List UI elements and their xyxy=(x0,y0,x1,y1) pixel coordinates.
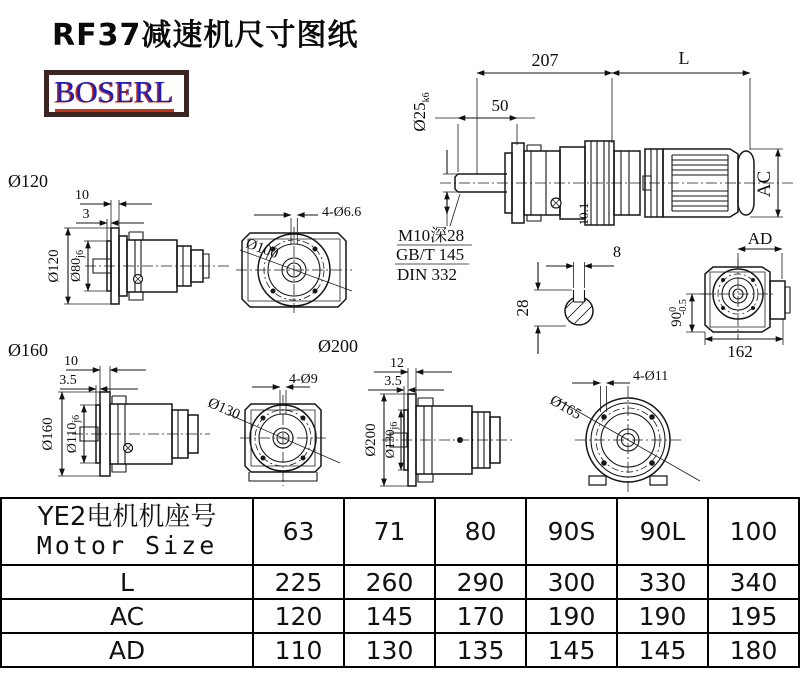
section-200-header: Ø200 xyxy=(318,336,358,356)
flange-120-side-view xyxy=(8,171,232,304)
flange-200-side-view xyxy=(363,356,512,486)
section-120-header: Ø120 xyxy=(8,171,48,191)
value-cell: 190 xyxy=(526,599,617,633)
table-row-L xyxy=(1,565,799,599)
dim-f200-12-label: 12 xyxy=(390,356,404,371)
value-cell: 145 xyxy=(344,599,435,633)
value-cell: 195 xyxy=(708,599,799,633)
value-cell: 120 xyxy=(253,599,344,633)
value-cell: 110 xyxy=(253,633,344,667)
logo-text: BOSERL xyxy=(55,74,174,112)
table-row-AD xyxy=(1,633,799,667)
dim-f200-spigot-label: Ø130j6 xyxy=(382,421,400,459)
motor-size-col: 80 xyxy=(435,498,526,565)
motor-size-table xyxy=(0,497,800,668)
shaft-key-section xyxy=(513,244,621,354)
dim-10-1-label: 10.1 xyxy=(576,202,591,226)
value-cell: 300 xyxy=(526,565,617,599)
row-label: L xyxy=(1,565,253,599)
front-view-165 xyxy=(547,369,700,494)
row-label: AD xyxy=(1,633,253,667)
value-cell: 330 xyxy=(617,565,708,599)
note-gbt145-label: GB/T 145 xyxy=(396,245,465,264)
dim-front165-bc-label: Ø165 xyxy=(547,392,584,424)
note-m10-label: M10深28 xyxy=(398,226,465,245)
motor-size-col: 90L xyxy=(617,498,708,565)
motor-size-col: 90S xyxy=(526,498,617,565)
dim-front100-bc-label: Ø100 xyxy=(243,235,281,263)
dim-28-label: 28 xyxy=(513,299,532,317)
dim-front165-holes-label: 4-Ø11 xyxy=(633,369,669,384)
value-cell: 145 xyxy=(526,633,617,667)
motor-size-col: 71 xyxy=(344,498,435,565)
value-cell: 190 xyxy=(617,599,708,633)
dim-f120-outer-label: Ø120 xyxy=(46,249,62,283)
section-160-header: Ø160 xyxy=(8,340,48,360)
value-cell: 145 xyxy=(617,633,708,667)
value-cell: 135 xyxy=(435,633,526,667)
motor-size-header-cn: YE2电机机座号 xyxy=(37,501,217,532)
dim-f160-35-label: 3.5 xyxy=(59,373,77,388)
dim-f200-35-label: 3.5 xyxy=(384,374,402,389)
dim-f120-3-label: 3 xyxy=(82,207,90,222)
dim-front130-bc-label: Ø130 xyxy=(205,395,243,424)
motor-size-col: 100 xyxy=(708,498,799,565)
note-din332-label: DIN 332 xyxy=(397,265,457,284)
table-header-row xyxy=(1,498,799,565)
dim-ad-label: AD xyxy=(747,229,773,248)
value-cell: 340 xyxy=(708,565,799,599)
dim-f200-outer-label: Ø200 xyxy=(363,423,379,457)
dim-ac-label: AC xyxy=(754,170,775,198)
page-title: RF37减速机尺寸图纸 xyxy=(52,18,359,53)
value-cell: 260 xyxy=(344,565,435,599)
motor-size-header-en: Motor Size xyxy=(36,531,218,561)
row-label: AC xyxy=(1,599,253,633)
dim-90-label: $90^0-0.5$ xyxy=(668,299,689,327)
dim-f160-outer-label: Ø160 xyxy=(40,417,56,451)
flange-160-side-view xyxy=(8,340,210,476)
shaft-diameter-label: $Ø25_{k6}$ xyxy=(410,92,432,132)
main-side-view xyxy=(395,48,795,284)
value-cell: 130 xyxy=(344,633,435,667)
table-header-cell xyxy=(1,498,253,565)
motor-end-view xyxy=(668,229,790,361)
value-cell: 180 xyxy=(708,633,799,667)
dim-162-label: 162 xyxy=(727,342,753,361)
value-cell: 225 xyxy=(253,565,344,599)
dim-length-label: L xyxy=(678,48,690,68)
value-cell: 290 xyxy=(435,565,526,599)
dim-f120-10-label: 10 xyxy=(75,188,89,203)
motor-size-col: 63 xyxy=(253,498,344,565)
value-cell: 170 xyxy=(435,599,526,633)
dim-f160-10-label: 10 xyxy=(64,354,78,369)
dim-207-label: 207 xyxy=(531,50,559,70)
front-view-100 xyxy=(236,205,361,313)
dim-50-label: 50 xyxy=(491,96,509,115)
table-row-AC xyxy=(1,599,799,633)
front-view-130 xyxy=(205,336,358,486)
dim-front100-holes-label: 4-Ø6.6 xyxy=(322,205,362,220)
dim-8-label: 8 xyxy=(613,244,621,261)
dim-f160-spigot-label: Ø110j6 xyxy=(65,414,82,454)
dim-f120-spigot-label: Ø80j6 xyxy=(69,250,86,282)
dim-front130-holes-label: 4-Ø9 xyxy=(289,372,318,387)
